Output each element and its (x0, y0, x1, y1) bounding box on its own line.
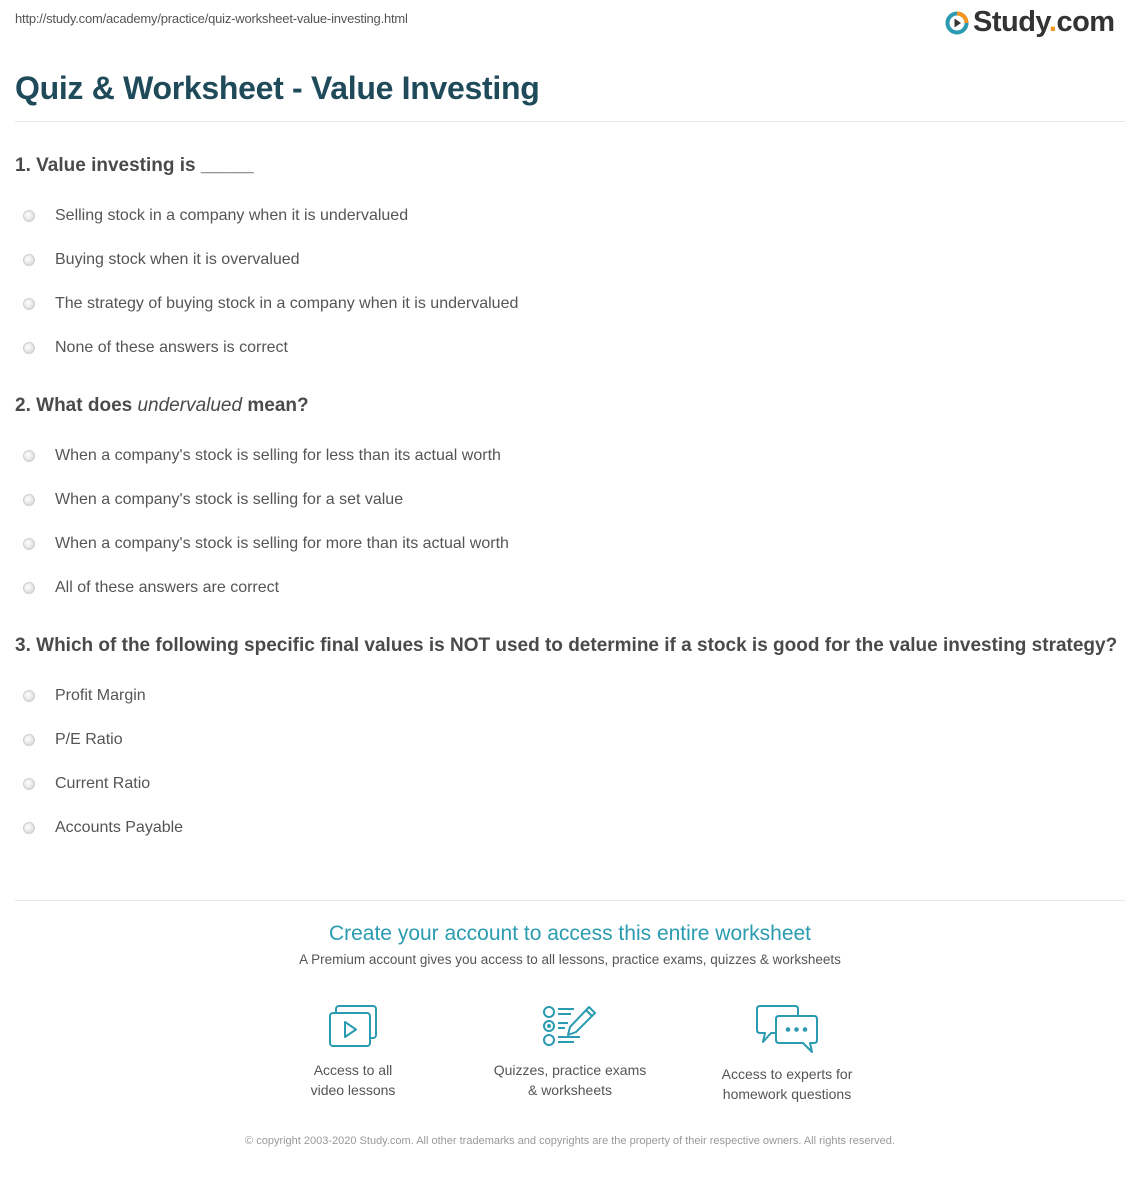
answer-option[interactable] (15, 434, 1120, 478)
answer-option[interactable] (15, 718, 1120, 762)
logo-suffix: com (1056, 6, 1115, 38)
option-label: When a company's stock is selling for less than its actual worth (55, 447, 501, 464)
question-1 (15, 152, 1120, 370)
option-label: None of these answers is correct (55, 339, 288, 356)
signup-cta (0, 922, 1140, 967)
answer-option[interactable] (15, 674, 1120, 718)
question-prompt: Value investing is _____ (36, 155, 254, 176)
question-2 (15, 392, 1120, 610)
question-number: 1. (15, 155, 31, 176)
answer-option[interactable] (15, 326, 1120, 370)
feature-line: Access to experts for (721, 1066, 853, 1082)
radio-button[interactable] (23, 778, 35, 790)
feature-line: Access to all (313, 1062, 393, 1078)
radio-button[interactable] (23, 734, 35, 746)
logo-dot: . (1048, 6, 1057, 38)
answer-option[interactable] (15, 566, 1120, 610)
answer-option[interactable] (15, 478, 1120, 522)
copyright-notice: © copyright 2003-2020 Study.com. All other trademarks and copyrights are the property of their respective owners. All rights reserved. (245, 1135, 895, 1147)
radio-button[interactable] (23, 342, 35, 354)
option-label: P/E Ratio (55, 731, 123, 748)
play-logo-icon (945, 11, 969, 35)
answer-option[interactable] (15, 238, 1120, 282)
feature-line: & worksheets (527, 1082, 613, 1098)
question-text (15, 392, 1120, 420)
answer-option[interactable] (15, 762, 1120, 806)
feature-label (679, 1064, 896, 1104)
answer-options (15, 434, 1120, 610)
feature-line: video lessons (310, 1082, 396, 1098)
radio-button[interactable] (23, 494, 35, 506)
quiz-checklist-icon (542, 1004, 598, 1050)
answer-options (15, 194, 1120, 370)
answer-option[interactable] (15, 194, 1120, 238)
option-label: When a company's stock is selling for a set value (55, 491, 404, 508)
feature-line: Quizzes, practice exams (493, 1062, 647, 1078)
question-prompt: Which of the following specific final values is NOT used to determine if a stock is good for the value investing strategy? (36, 635, 1118, 656)
option-label: When a company's stock is selling for more than its actual worth (55, 535, 509, 552)
page-title: Quiz & Worksheet - Value Investing (15, 70, 540, 106)
answer-option[interactable] (15, 522, 1120, 566)
feature-label (462, 1060, 679, 1100)
premium-features (0, 1004, 1140, 1104)
video-lessons-icon (327, 1004, 379, 1050)
study-logo[interactable] (945, 8, 1115, 37)
feature-quizzes (462, 1004, 679, 1104)
question-3 (15, 632, 1120, 850)
option-label: Selling stock in a company when it is undervalued (55, 207, 409, 224)
answer-option[interactable] (15, 806, 1120, 850)
answer-option[interactable] (15, 282, 1120, 326)
question-emphasis: undervalued (137, 395, 243, 416)
title-divider (15, 121, 1125, 122)
question-number: 2. (15, 395, 31, 416)
radio-button[interactable] (23, 690, 35, 702)
page-url: http://study.com/academy/practice/quiz-worksheet-value-investing.html (15, 11, 408, 26)
cta-subtitle: A Premium account gives you access to all lessons, practice exams, quizzes & worksheets (299, 952, 841, 967)
answer-options (15, 674, 1120, 850)
radio-button[interactable] (23, 582, 35, 594)
option-label: Buying stock when it is overvalued (55, 251, 300, 268)
question-text (15, 152, 1120, 180)
option-label: Current Ratio (55, 775, 151, 792)
question-prompt-end: mean? (247, 395, 309, 416)
option-label: All of these answers are correct (55, 579, 280, 596)
option-label: Profit Margin (55, 687, 146, 704)
feature-label (245, 1060, 462, 1100)
chat-bubbles-icon (755, 1004, 819, 1054)
feature-line: homework questions (722, 1086, 852, 1102)
radio-button[interactable] (23, 298, 35, 310)
radio-button[interactable] (23, 538, 35, 550)
option-label: Accounts Payable (55, 819, 184, 836)
logo-text (973, 8, 1115, 37)
radio-button[interactable] (23, 450, 35, 462)
radio-button[interactable] (23, 210, 35, 222)
question-text (15, 632, 1120, 660)
feature-video-lessons (245, 1004, 462, 1104)
radio-button[interactable] (23, 822, 35, 834)
feature-experts (679, 1004, 896, 1104)
question-number: 3. (15, 635, 31, 656)
logo-word: Study (973, 6, 1049, 38)
cta-divider (15, 900, 1125, 901)
question-prompt: What does (36, 395, 133, 416)
option-label: The strategy of buying stock in a company when it is undervalued (55, 295, 519, 312)
cta-title-link[interactable]: Create your account to access this entire worksheet (328, 922, 812, 945)
radio-button[interactable] (23, 254, 35, 266)
